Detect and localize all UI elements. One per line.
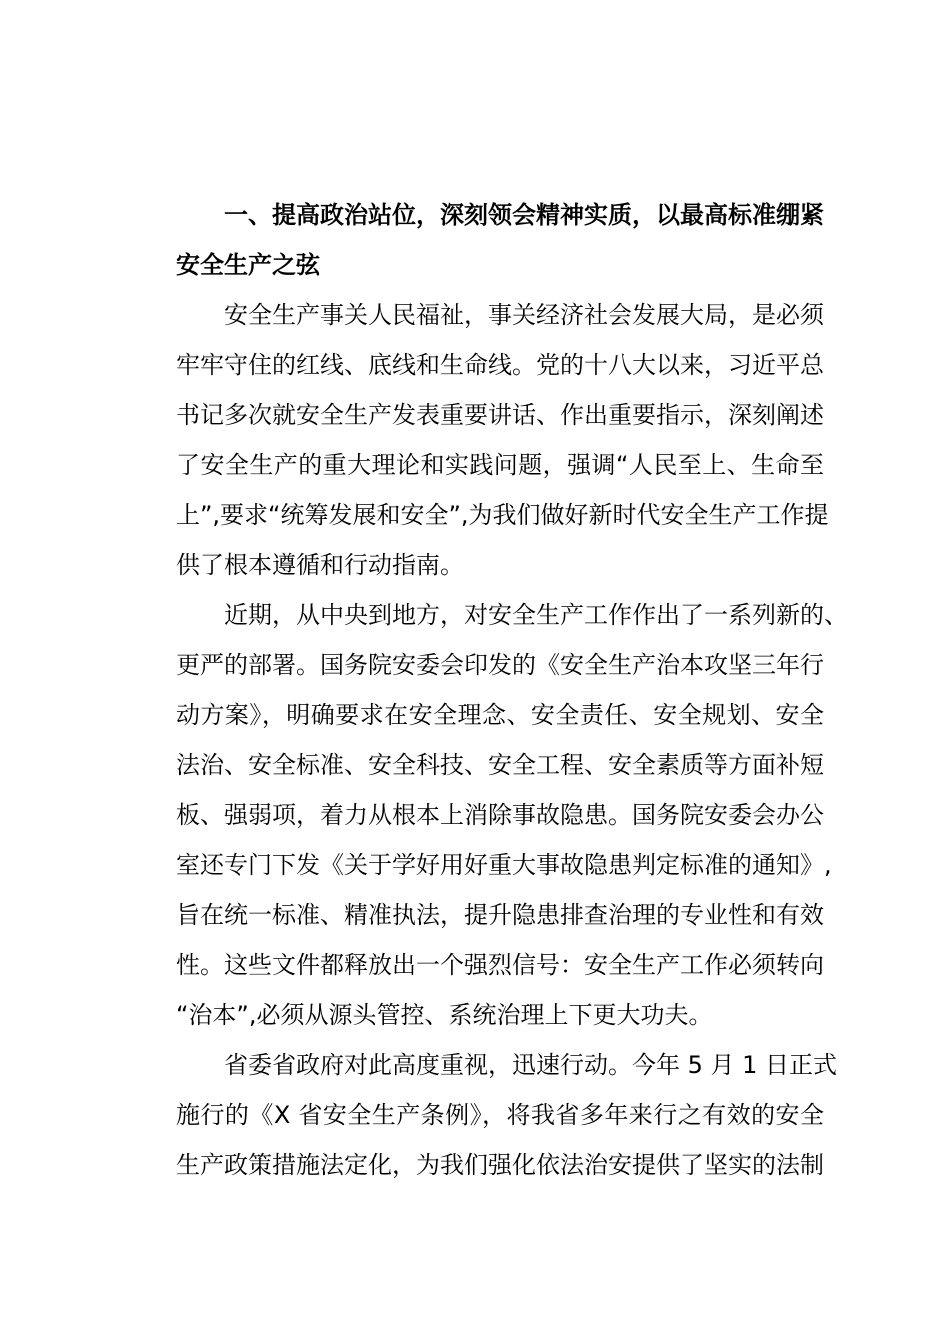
section-heading xyxy=(128,190,824,290)
paragraph-line: 牢牢守住的红线、底线和生命线。党的十八大以来，习近平总 xyxy=(176,351,824,379)
heading-line: 一、提高政治站位，深刻领会精神实质，以最高标准绷紧 xyxy=(224,201,824,229)
document-page xyxy=(128,190,848,1190)
paragraph-line: 更严的部署。国务院安委会印发的《安全生产治本攻坚三年行 xyxy=(176,651,824,679)
paragraph-line: 上”,要求“统筹发展和安全”,为我们做好新时代安全生产工作提 xyxy=(176,501,829,529)
paragraph xyxy=(128,1040,838,1190)
paragraph-line: 供了根本遵循和行动指南。 xyxy=(176,551,464,579)
paragraph-line: 安全生产事关人民福祉，事关经济社会发展大局，是必须 xyxy=(224,301,824,329)
paragraph-line: “治本”,必须从源头管控、系统治理上下更大功夫。 xyxy=(176,1001,713,1029)
paragraph-line: 近期，从中央到地方，对安全生产工作作出了一系列新的、 xyxy=(224,601,848,629)
paragraph-line: 书记多次就安全生产发表重要讲话、作出重要指示，深刻阐述 xyxy=(176,401,824,429)
paragraph-line: 板、强弱项，着力从根本上消除事故隐患。国务院安委会办公 xyxy=(176,801,824,829)
paragraph-line: 动方案》，明确要求在安全理念、安全责任、安全规划、安全 xyxy=(176,701,824,729)
paragraph-line: 了安全生产的重大理论和实践问题，强调“人民至上、生命至 xyxy=(176,451,824,479)
paragraph-line: 性。这些文件都释放出一个强烈信号：安全生产工作必须转向 xyxy=(176,951,824,979)
paragraph-line: 旨在统一标准、精准执法，提升隐患排查治理的专业性和有效 xyxy=(176,901,824,929)
paragraph xyxy=(128,290,829,590)
paragraph-line: 省委省政府对此高度重视，迅速行动。今年 5 月 1 日正式 xyxy=(224,1051,838,1079)
paragraph-line: 室还专门下发《关于学好用好重大事故隐患判定标准的通知》, xyxy=(176,851,832,879)
paragraph-line: 生产政策措施法定化，为我们强化依法治安提供了坚实的法制 xyxy=(176,1151,824,1179)
paragraph xyxy=(128,590,848,1040)
heading-line: 安全生产之弦 xyxy=(176,251,320,279)
paragraph-line: 施行的《X 省安全生产条例》，将我省多年来行之有效的安全 xyxy=(176,1101,824,1129)
paragraph-line: 法治、安全标准、安全科技、安全工程、安全素质等方面补短 xyxy=(176,751,824,779)
